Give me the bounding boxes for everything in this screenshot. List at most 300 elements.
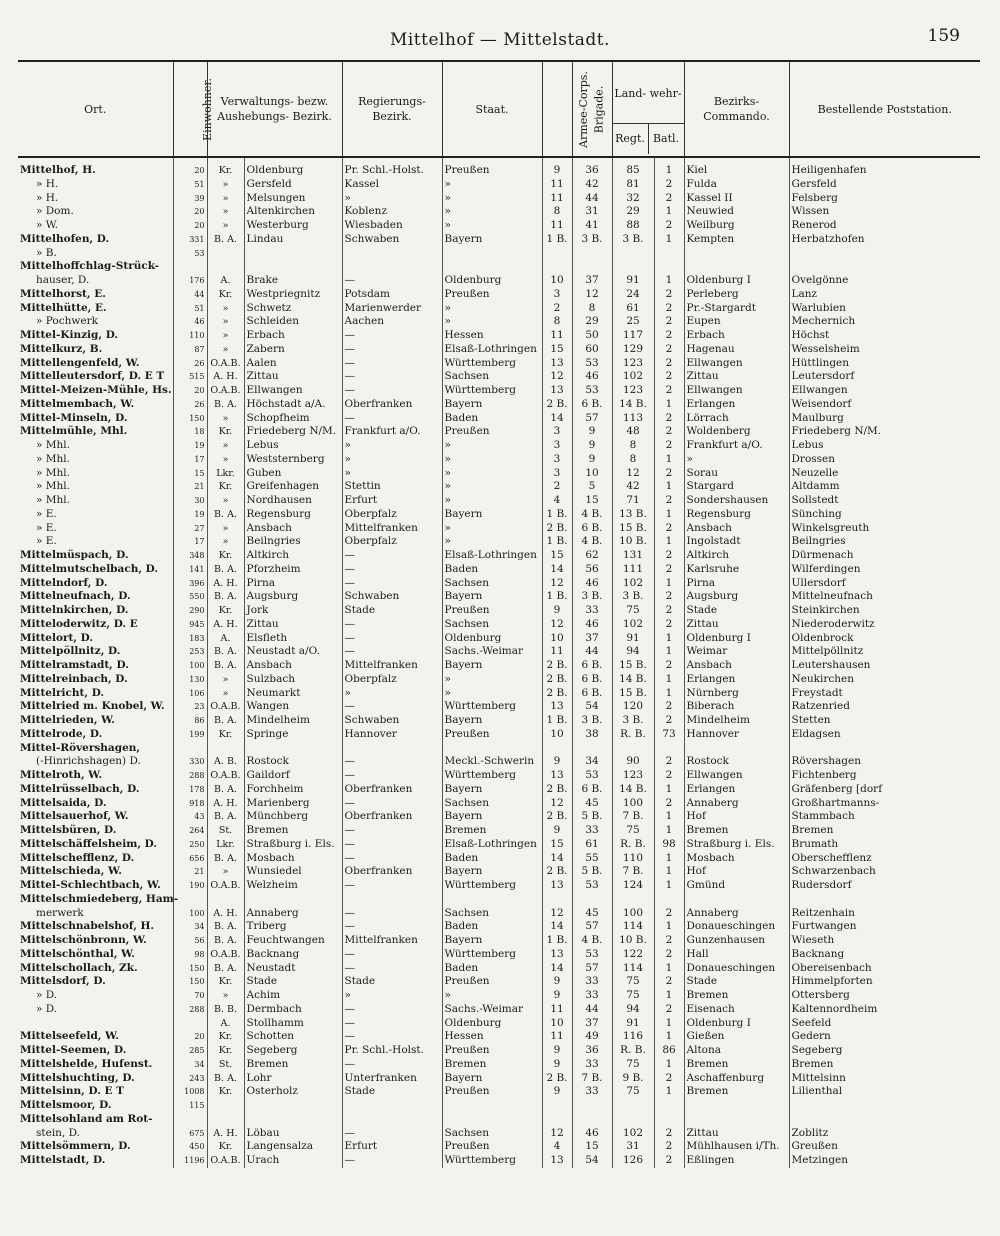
cell-poststation: Gräfenberg [dorf [789, 783, 980, 797]
cell-brigade: 36 [572, 157, 612, 178]
cell-landwehr-regt: 131 [612, 549, 654, 563]
cell-verwaltungsbezirk: Münchberg [244, 810, 342, 824]
cell-armee-corps: 9 [542, 1085, 572, 1099]
cell-brigade: 31 [572, 205, 612, 219]
cell-regierungsbezirk: Stade [342, 604, 442, 618]
cell-ort [18, 783, 173, 797]
col-einwohner: Einwohner. [173, 61, 207, 157]
cell-landwehr-batl: 98 [654, 838, 684, 852]
cell-landwehr-batl [654, 1099, 684, 1113]
cell-poststation: Greußen [789, 1140, 980, 1154]
cell-bezirkskommando: Augsburg [684, 590, 789, 604]
place-name: Mittelhof, H. [20, 164, 96, 176]
place-name: Mittelsohland am Rot- [20, 1112, 153, 1125]
cell-verwaltungsbezirk: Lindau [244, 233, 342, 247]
cell-einwohner: 675 [173, 1127, 207, 1141]
cell-poststation: Stetten [789, 714, 980, 728]
cell-regierungsbezirk: — [342, 920, 442, 934]
cell-landwehr-regt: 3 B. [612, 233, 654, 247]
cell-armee-corps: 14 [542, 920, 572, 934]
cell-ort [18, 742, 173, 756]
cell-poststation: Warlubien [789, 302, 980, 316]
table-row [18, 157, 980, 178]
cell-brigade: 6 B. [572, 659, 612, 673]
cell-bezirkskommando: Weimar [684, 645, 789, 659]
cell-verwaltungsbezirk: Melsungen [244, 192, 342, 206]
cell-regierungsbezirk: Mittelfranken [342, 522, 442, 536]
cell-bezirkskommando: Neuwied [684, 205, 789, 219]
place-name: Mittelschäffelsheim, D. [20, 837, 158, 850]
cell-staat: Baden [442, 412, 542, 426]
cell-regierungsbezirk: Frankfurt a/O. [342, 425, 442, 439]
cell-regierungsbezirk: — [342, 852, 442, 866]
cell-armee-corps: 2 B. [542, 783, 572, 797]
cell-verwaltungsbezirk: Wangen [244, 700, 342, 714]
cell-regierungsbezirk: Stade [342, 1085, 442, 1099]
cell-brigade: 55 [572, 852, 612, 866]
cell-verwaltungsbezirk: Gaildorf [244, 769, 342, 783]
cell-poststation: Winkelsgreuth [789, 522, 980, 536]
cell-landwehr-batl: 1 [654, 274, 684, 288]
cell-brigade: 10 [572, 467, 612, 481]
table-row [18, 755, 980, 769]
cell-brigade: 44 [572, 645, 612, 659]
cell-verwaltungsbezirk: Osterholz [244, 1085, 342, 1099]
cell-landwehr-batl: 1 [654, 673, 684, 687]
cell-einwohner: 190 [173, 879, 207, 893]
cell-brigade: 42 [572, 178, 612, 192]
cell-bezirkskommando: Pirna [684, 577, 789, 591]
cell-armee-corps: 2 B. [542, 865, 572, 879]
cell-bezirkskommando: Erbach [684, 329, 789, 343]
place-name: » W. [36, 219, 59, 231]
cell-landwehr-batl: 2 [654, 315, 684, 329]
cell-verwaltungsbezirk: Löbau [244, 1127, 342, 1141]
cell-verwaltungsbezirk: Dermbach [244, 1003, 342, 1017]
cell-armee-corps: 12 [542, 618, 572, 632]
cell-armee-corps [542, 742, 572, 756]
cell-poststation: Schwarzenbach [789, 865, 980, 879]
cell-amtsart: A. H. [207, 618, 244, 632]
cell-amtsart: » [207, 205, 244, 219]
cell-landwehr-regt: 91 [612, 1017, 654, 1031]
cell-landwehr-regt [612, 247, 654, 261]
cell-armee-corps [542, 247, 572, 261]
cell-poststation: Freystadt [789, 687, 980, 701]
cell-regierungsbezirk: Unterfranken [342, 1072, 442, 1086]
cell-einwohner: 86 [173, 714, 207, 728]
cell-ort [18, 810, 173, 824]
cell-bezirkskommando: Lörrach [684, 412, 789, 426]
cell-einwohner: 51 [173, 178, 207, 192]
cell-regierungsbezirk: — [342, 412, 442, 426]
cell-verwaltungsbezirk: Straßburg i. Els. [244, 838, 342, 852]
cell-einwohner: 18 [173, 425, 207, 439]
cell-brigade: 44 [572, 1003, 612, 1017]
place-name: » Mhl. [36, 466, 70, 479]
cell-amtsart: » [207, 329, 244, 343]
cell-einwohner: 110 [173, 329, 207, 343]
cell-landwehr-batl: 2 [654, 1127, 684, 1141]
cell-verwaltungsbezirk [244, 260, 342, 274]
cell-staat: » [442, 673, 542, 687]
cell-landwehr-batl: 2 [654, 288, 684, 302]
table-row [18, 467, 980, 481]
place-name: Mittelstadt, D. [20, 1154, 106, 1166]
place-name: stein, D. [36, 1126, 80, 1139]
cell-regierungsbezirk: — [342, 838, 442, 852]
cell-landwehr-regt: 15 B. [612, 687, 654, 701]
cell-brigade [572, 893, 612, 907]
cell-landwehr-regt: 7 B. [612, 810, 654, 824]
cell-ort [18, 205, 173, 219]
cell-staat: » [442, 192, 542, 206]
table-row [18, 233, 980, 247]
cell-regierungsbezirk: — [342, 1154, 442, 1168]
cell-amtsart: Kr. [207, 480, 244, 494]
cell-landwehr-regt: 126 [612, 1154, 654, 1168]
cell-einwohner: 115 [173, 1099, 207, 1113]
cell-brigade: 37 [572, 274, 612, 288]
cell-staat: Preußen [442, 1044, 542, 1058]
cell-regierungsbezirk: — [342, 879, 442, 893]
cell-amtsart: Kr. [207, 604, 244, 618]
place-name: Mittelneufnach, D. [20, 590, 131, 603]
cell-landwehr-regt: 75 [612, 604, 654, 618]
cell-amtsart: O.A.B. [207, 879, 244, 893]
cell-bezirkskommando: Ingolstadt [684, 535, 789, 549]
cell-amtsart: » [207, 302, 244, 316]
cell-regierungsbezirk: Oberpfalz [342, 673, 442, 687]
cell-einwohner: 44 [173, 288, 207, 302]
cell-verwaltungsbezirk: Wunsiedel [244, 865, 342, 879]
cell-brigade: 54 [572, 1154, 612, 1168]
cell-armee-corps: 3 [542, 453, 572, 467]
cell-landwehr-batl: 1 [654, 157, 684, 178]
table-row [18, 1072, 980, 1086]
cell-bezirkskommando: Bremen [684, 1085, 789, 1099]
cell-armee-corps: 1 B. [542, 934, 572, 948]
place-name: Mittelreinbach, D. [20, 672, 128, 685]
cell-landwehr-batl: 73 [654, 728, 684, 742]
cell-armee-corps: 2 B. [542, 1072, 572, 1086]
cell-landwehr-batl: 1 [654, 453, 684, 467]
cell-staat: Preußen [442, 975, 542, 989]
cell-regierungsbezirk: Aachen [342, 315, 442, 329]
cell-poststation: Altdamm [789, 480, 980, 494]
cell-einwohner: 20 [173, 1030, 207, 1044]
table-row [18, 508, 980, 522]
table-row [18, 260, 980, 274]
cell-armee-corps: 11 [542, 219, 572, 233]
cell-armee-corps: 12 [542, 577, 572, 591]
table-row [18, 742, 980, 756]
cell-bezirkskommando [684, 742, 789, 756]
cell-brigade: 62 [572, 549, 612, 563]
cell-landwehr-regt: 31 [612, 1140, 654, 1154]
cell-ort [18, 838, 173, 852]
cell-landwehr-batl: 1 [654, 480, 684, 494]
cell-armee-corps: 8 [542, 315, 572, 329]
cell-einwohner: 945 [173, 618, 207, 632]
table-row [18, 659, 980, 673]
place-name: Mittelried m. Knobel, W. [20, 700, 165, 713]
cell-einwohner: 100 [173, 907, 207, 921]
cell-landwehr-regt: 102 [612, 577, 654, 591]
table-row [18, 1099, 980, 1113]
cell-staat [442, 893, 542, 907]
cell-einwohner: 288 [173, 1003, 207, 1017]
cell-regierungsbezirk: — [342, 370, 442, 384]
place-name: Mittelsaida, D. [20, 796, 107, 809]
table-row [18, 934, 980, 948]
cell-staat: Elsaß-Lothringen [442, 838, 542, 852]
cell-amtsart: » [207, 343, 244, 357]
cell-ort [18, 357, 173, 371]
cell-poststation: Herbatzhofen [789, 233, 980, 247]
place-name: Mittelpöllnitz, D. [20, 645, 121, 658]
table-row [18, 838, 980, 852]
place-name: (-Hinrichshagen) D. [36, 755, 141, 768]
cell-staat: Baden [442, 920, 542, 934]
cell-brigade: 50 [572, 329, 612, 343]
cell-landwehr-batl: 2 [654, 343, 684, 357]
cell-bezirkskommando: Hagenau [684, 343, 789, 357]
cell-bezirkskommando: Perleberg [684, 288, 789, 302]
cell-verwaltungsbezirk: Greifenhagen [244, 480, 342, 494]
cell-amtsart: B. A. [207, 590, 244, 604]
cell-bezirkskommando: Zittau [684, 618, 789, 632]
cell-poststation: Sünching [789, 508, 980, 522]
cell-bezirkskommando: Oldenburg I [684, 274, 789, 288]
cell-bezirkskommando: Ellwangen [684, 769, 789, 783]
place-name: Mittel-Seemen, D. [20, 1044, 127, 1056]
cell-staat: Bremen [442, 824, 542, 838]
cell-ort [18, 714, 173, 728]
cell-regierungsbezirk: Kassel [342, 178, 442, 192]
cell-bezirkskommando: Erlangen [684, 398, 789, 412]
cell-bezirkskommando: Ellwangen [684, 357, 789, 371]
cell-einwohner: 19 [173, 508, 207, 522]
cell-amtsart: B. A. [207, 563, 244, 577]
cell-verwaltungsbezirk: Altkirch [244, 549, 342, 563]
cell-ort [18, 673, 173, 687]
cell-landwehr-regt: 91 [612, 632, 654, 646]
cell-regierungsbezirk: Stettin [342, 480, 442, 494]
cell-einwohner: 450 [173, 1140, 207, 1154]
cell-landwehr-batl: 2 [654, 797, 684, 811]
cell-landwehr-batl: 1 [654, 989, 684, 1003]
cell-landwehr-regt: 123 [612, 769, 654, 783]
cell-regierungsbezirk: » [342, 453, 442, 467]
cell-brigade: 36 [572, 1044, 612, 1058]
cell-bezirkskommando: Regensburg [684, 508, 789, 522]
cell-ort [18, 1058, 173, 1072]
cell-verwaltungsbezirk: Brake [244, 274, 342, 288]
cell-staat: Sachsen [442, 1127, 542, 1141]
cell-bezirkskommando: Bremen [684, 824, 789, 838]
cell-staat: » [442, 687, 542, 701]
cell-landwehr-regt: 111 [612, 563, 654, 577]
cell-staat: » [442, 467, 542, 481]
cell-bezirkskommando: Erlangen [684, 673, 789, 687]
cell-armee-corps [542, 893, 572, 907]
cell-brigade: 53 [572, 357, 612, 371]
table-row [18, 425, 980, 439]
cell-landwehr-batl [654, 260, 684, 274]
cell-regierungsbezirk: Wiesbaden [342, 219, 442, 233]
cell-landwehr-regt: 75 [612, 824, 654, 838]
cell-ort [18, 343, 173, 357]
cell-poststation: Himmelpforten [789, 975, 980, 989]
cell-brigade: 44 [572, 192, 612, 206]
col-verwaltung: Verwaltungs- bezw. Aushebungs- Bezirk. [207, 61, 342, 157]
cell-armee-corps: 11 [542, 178, 572, 192]
place-name: Mittelschieda, W. [20, 865, 122, 878]
place-name: Mittellengenfeld, W. [20, 356, 140, 369]
table-row [18, 797, 980, 811]
cell-einwohner: 1196 [173, 1154, 207, 1168]
cell-armee-corps: 1 B. [542, 508, 572, 522]
cell-landwehr-regt: 42 [612, 480, 654, 494]
cell-landwehr-batl: 1 [654, 687, 684, 701]
cell-einwohner: 53 [173, 247, 207, 261]
cell-verwaltungsbezirk [244, 1099, 342, 1113]
col-regt: Regt. [615, 132, 645, 145]
cell-verwaltungsbezirk: Oldenburg [244, 157, 342, 178]
cell-poststation: Ullersdorf [789, 577, 980, 591]
cell-landwehr-regt: 14 B. [612, 673, 654, 687]
cell-landwehr-batl: 2 [654, 494, 684, 508]
cell-verwaltungsbezirk: Ansbach [244, 659, 342, 673]
table-body [18, 157, 980, 1168]
cell-armee-corps: 8 [542, 205, 572, 219]
cell-einwohner: 288 [173, 769, 207, 783]
cell-staat: Württemberg [442, 879, 542, 893]
table-row [18, 302, 980, 316]
place-name: » Mhl. [36, 494, 70, 506]
cell-bezirkskommando: Eßlingen [684, 1154, 789, 1168]
cell-staat: » [442, 439, 542, 453]
cell-einwohner: 56 [173, 934, 207, 948]
place-name: Mittelrieden, W. [20, 714, 115, 726]
cell-amtsart: » [207, 535, 244, 549]
cell-landwehr-batl [654, 1113, 684, 1127]
place-name: Mittelmembach, W. [20, 397, 135, 410]
cell-verwaltungsbezirk: Bremen [244, 1058, 342, 1072]
cell-brigade: 4 B. [572, 934, 612, 948]
cell-landwehr-batl: 2 [654, 590, 684, 604]
cell-regierungsbezirk: Pr. Schl.-Holst. [342, 157, 442, 178]
cell-poststation [789, 260, 980, 274]
cell-landwehr-batl: 2 [654, 948, 684, 962]
cell-ort [18, 233, 173, 247]
cell-landwehr-regt [612, 893, 654, 907]
cell-staat: Preußen [442, 425, 542, 439]
cell-armee-corps: 2 [542, 302, 572, 316]
place-name: » D. [36, 989, 58, 1001]
cell-ort [18, 425, 173, 439]
cell-bezirkskommando: Mosbach [684, 852, 789, 866]
cell-armee-corps: 13 [542, 879, 572, 893]
table-row [18, 288, 980, 302]
cell-amtsart: A. [207, 632, 244, 646]
cell-poststation: Seefeld [789, 1017, 980, 1031]
cell-ort [18, 192, 173, 206]
place-name: hauser, D. [36, 274, 90, 286]
cell-regierungsbezirk: Koblenz [342, 205, 442, 219]
cell-armee-corps: 10 [542, 728, 572, 742]
table-row [18, 948, 980, 962]
cell-staat: Preußen [442, 157, 542, 178]
cell-verwaltungsbezirk: Ansbach [244, 522, 342, 536]
table-row [18, 604, 980, 618]
place-name: Mittelnkirchen, D. [20, 604, 129, 616]
cell-armee-corps: 15 [542, 343, 572, 357]
cell-armee-corps: 11 [542, 645, 572, 659]
cell-poststation: Weisendorf [789, 398, 980, 412]
cell-amtsart: Lkr. [207, 838, 244, 852]
cell-amtsart [207, 1113, 244, 1127]
cell-verwaltungsbezirk: Marienberg [244, 797, 342, 811]
cell-ort [18, 535, 173, 549]
cell-bezirkskommando: Biberach [684, 700, 789, 714]
cell-ort [18, 645, 173, 659]
cell-landwehr-regt: 10 B. [612, 535, 654, 549]
cell-bezirkskommando: Woldenberg [684, 425, 789, 439]
cell-bezirkskommando: Oldenburg I [684, 1017, 789, 1031]
cell-einwohner: 331 [173, 233, 207, 247]
cell-staat: Bayern [442, 590, 542, 604]
cell-staat: Meckl.-Schwerin [442, 755, 542, 769]
cell-verwaltungsbezirk [244, 742, 342, 756]
cell-ort [18, 632, 173, 646]
cell-ort [18, 962, 173, 976]
cell-staat: Sachsen [442, 577, 542, 591]
cell-landwehr-regt: 3 B. [612, 590, 654, 604]
cell-landwehr-regt: 29 [612, 205, 654, 219]
table-row [18, 632, 980, 646]
cell-bezirkskommando: Sorau [684, 467, 789, 481]
cell-brigade: 6 B. [572, 398, 612, 412]
cell-einwohner: 20 [173, 384, 207, 398]
place-name: » Mhl. [36, 480, 70, 493]
cell-einwohner: 243 [173, 1072, 207, 1086]
cell-staat: Sachs.-Weimar [442, 1003, 542, 1017]
cell-brigade [572, 260, 612, 274]
cell-einwohner: 515 [173, 370, 207, 384]
cell-armee-corps: 9 [542, 604, 572, 618]
cell-bezirkskommando: Oldenburg I [684, 632, 789, 646]
cell-ort [18, 480, 173, 494]
cell-ort [18, 439, 173, 453]
cell-poststation [789, 1099, 980, 1113]
place-name: Mittel-Kinzig, D. [20, 329, 119, 341]
cell-brigade: 53 [572, 879, 612, 893]
cell-landwehr-batl: 2 [654, 522, 684, 536]
place-name: Mittelmühle, Mhl. [20, 425, 128, 438]
cell-brigade: 15 [572, 1140, 612, 1154]
cell-brigade: 56 [572, 563, 612, 577]
cell-einwohner: 1008 [173, 1085, 207, 1099]
cell-brigade: 29 [572, 315, 612, 329]
cell-poststation: Bremen [789, 824, 980, 838]
place-name: Mittelshelde, Hufenst. [20, 1057, 153, 1070]
cell-bezirkskommando: Rostock [684, 755, 789, 769]
landwehr-label: Land- wehr- [613, 65, 684, 124]
place-name: Mittelsauerhof, W. [20, 810, 129, 823]
table-row [18, 618, 980, 632]
